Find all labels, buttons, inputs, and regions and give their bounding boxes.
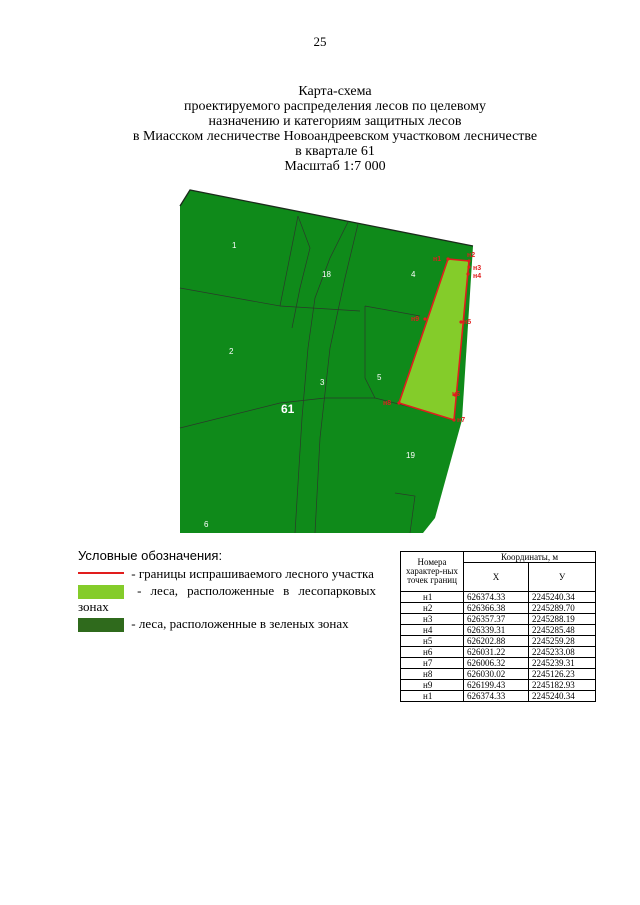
point-label: н4 [473, 273, 482, 280]
y-cell: 2245239.31 [529, 658, 596, 669]
quarter-number: 61 [281, 402, 295, 416]
legend-item-boundary [78, 566, 376, 581]
plot-label: 4 [411, 270, 416, 279]
light-green-swatch [78, 585, 124, 599]
point-label: н8 [383, 400, 392, 407]
y-cell: 2245126.23 [529, 669, 596, 680]
map-title [40, 84, 630, 174]
plot-label: 19 [406, 451, 415, 460]
title-line: назначению и категориям защитных лесов [208, 114, 462, 129]
y-cell: 2245289.70 [529, 603, 596, 614]
dark-green-swatch [78, 618, 124, 632]
legend [78, 548, 376, 634]
y-cell: 2245259.28 [529, 636, 596, 647]
x-cell: 626339.31 [464, 625, 529, 636]
point-label: н2 [467, 252, 476, 259]
x-cell: 626030.02 [464, 669, 529, 680]
points-column-header: Номера характер-ных точек границ [401, 552, 464, 592]
x-cell: 626374.33 [464, 592, 529, 603]
coordinates-group-header: Координаты, м [464, 552, 596, 563]
x-cell: 626366.38 [464, 603, 529, 614]
x-cell: 626357.37 [464, 614, 529, 625]
point-cell: н5 [401, 636, 464, 647]
point-label: н9 [411, 316, 420, 323]
point-cell: н2 [401, 603, 464, 614]
point-label: н5 [463, 319, 472, 326]
x-cell: 626199.43 [464, 680, 529, 691]
point-cell: н9 [401, 680, 464, 691]
table-row [401, 636, 596, 647]
point-cell: н1 [401, 691, 464, 702]
y-cell: 2245285.48 [529, 625, 596, 636]
point-cell: н1 [401, 592, 464, 603]
point-label: н1 [433, 256, 442, 263]
title-line: Масштаб 1:7 000 [284, 159, 386, 174]
title-line: Карта-схема [298, 84, 372, 99]
table-row [401, 680, 596, 691]
title-line: проектируемого распределения лесов по целевому [184, 99, 486, 114]
point-label: н6 [452, 391, 461, 398]
y-cell: 2245288.19 [529, 614, 596, 625]
x-cell: 626202.88 [464, 636, 529, 647]
table-row [401, 658, 596, 669]
point-cell: н8 [401, 669, 464, 680]
plot-label: 18 [322, 270, 331, 279]
point-cell: н4 [401, 625, 464, 636]
y-cell: 2245182.93 [529, 680, 596, 691]
legend-item-park-zone [78, 583, 376, 614]
table-row [401, 647, 596, 658]
legend-title: Условные обозначения: [78, 548, 223, 563]
point-label: н7 [457, 417, 466, 424]
legend-item-text: - леса, расположенные в лесопарковых зонах [78, 583, 377, 615]
forest-map [180, 188, 480, 533]
page-number: 25 [313, 34, 327, 49]
forest-map-svg [180, 188, 480, 533]
table-row [401, 625, 596, 636]
x-cell: 626031.22 [464, 647, 529, 658]
coordinates-table [400, 551, 596, 702]
plot-label: 2 [229, 347, 234, 356]
point-label: н3 [473, 265, 482, 272]
title-line: в квартале 61 [295, 144, 375, 159]
x-cell: 626374.33 [464, 691, 529, 702]
point-cell: н7 [401, 658, 464, 669]
table-row [401, 592, 596, 603]
legend-item-text: - границы испрашиваемого лесного участка [131, 566, 374, 581]
y-cell: 2245240.34 [529, 592, 596, 603]
red-line-swatch [78, 572, 124, 574]
plot-label: 3 [320, 378, 325, 387]
table-row [401, 669, 596, 680]
table-row [401, 691, 596, 702]
table-row [401, 614, 596, 625]
title-line: в Миасском лесничестве Новоандреевском участковом лесничестве [132, 129, 538, 144]
y-column-header: У [529, 563, 596, 592]
plot-label: 6 [204, 520, 209, 529]
y-cell: 2245240.34 [529, 691, 596, 702]
point-cell: н3 [401, 614, 464, 625]
x-cell: 626006.32 [464, 658, 529, 669]
table-row [401, 603, 596, 614]
x-column-header: Х [464, 563, 529, 592]
point-cell: н6 [401, 647, 464, 658]
plot-label: 1 [232, 241, 237, 250]
y-cell: 2245233.08 [529, 647, 596, 658]
legend-item-text: - леса, расположенные в зеленых зонах [131, 616, 349, 632]
legend-item-green-zone [78, 616, 376, 632]
plot-label: 5 [377, 373, 382, 382]
